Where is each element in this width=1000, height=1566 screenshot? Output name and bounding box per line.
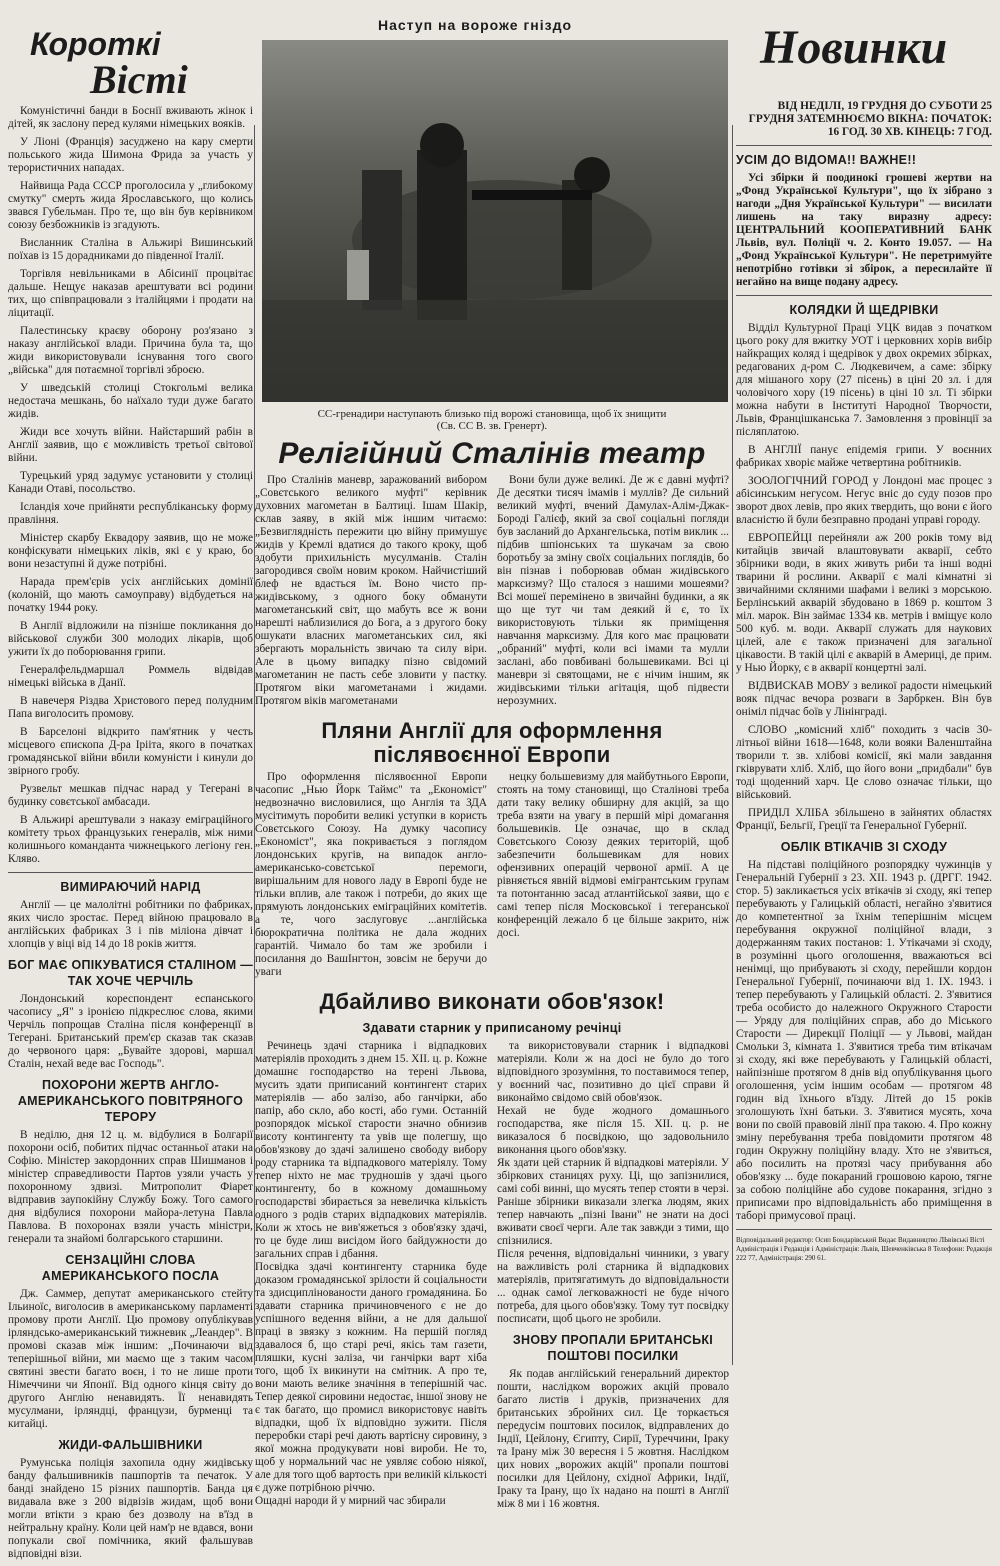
- short-news-item: В навечеря Різдва Христового перед полудним Папа виголосить промову.: [8, 695, 253, 720]
- soldiers-photo-image: [262, 40, 728, 402]
- photo-caption: [255, 408, 729, 432]
- short-news-item: Генералфельдмаршал Роммель відвідав німецькі війська в Данії.: [8, 664, 253, 689]
- short-news-item: Жиди все хочуть війни. Найстарший рабін в Англії заявив, що є можливість третьої світової війни.: [8, 426, 253, 464]
- divider: [8, 872, 253, 873]
- headline-oblik: ОБЛІК ВТІКАЧІВ ЗІ СХОДУ: [780, 840, 948, 854]
- short-news-item: У Ліоні (Франція) засуджено на кару смерти польського жида Шимона Фрида за участь у терористичних нападах.: [8, 136, 253, 174]
- headline-vymyrajuchyj: ВИМИРАЮЧИЙ НАРІД: [60, 880, 201, 894]
- headline-senzatsiini: СЕНЗАЦІЙНІ СЛОВА АМЕРИКАНСЬКОГО ПОСЛА: [41, 1253, 220, 1283]
- divider: [736, 145, 992, 146]
- headline-koliadky: КОЛЯДКИ Й ЩЕДРІВКИ: [789, 303, 939, 317]
- blackout-notice: ВІД НЕДІЛІ, 19 ГРУДНЯ ДО СУБОТИ 25 ГРУДНЯ ЗАТЕМНЮЄМО ВІКНА: ПОЧАТОК: 16 ГОД. 30 ХВ. КІНЕЦЬ: 7 ГОД.: [748, 100, 992, 138]
- short-news-item: Комуністичні банди в Боснії вживають жінок і дітей, як заслону перед кулями німецьких вояків.: [8, 105, 253, 130]
- short-news-item: Палестинську краєву оборону роз'язано з наказу англійської влади. Причина була та, що жиди використовували існування того свого „війська" для потаємної торгівлі зброєю.: [8, 325, 253, 376]
- article-boh: Лондонський кореспондент еспанського часопису „Я" з іронією підкреслює слова, якими Черчіль попрощав Сталіна після конференції в Тегерані. Британський прем'єр сказав так сказав до червоного царя: „Бувайте здорові, маршал Сталін, нехай веде вас Господь".: [8, 993, 253, 1070]
- article-prydil: ПРИДІЛ ХЛІБА збільшено в зайнятих областях Франції, Бельгії, Греції та Генеральної Губернії.: [736, 807, 992, 832]
- article-grypa: В АНГЛІЇ панує епідемія грипи. У воєнних фабриках хворіє майже четвертина робітників.: [736, 444, 992, 469]
- masthead-novynky: Новинки: [760, 21, 948, 74]
- short-news-item: Висланник Сталіна в Альжирі Вишинський поїхав із 15 дорадниками до південної Італії.: [8, 237, 253, 262]
- article-koliadky: Відділ Культурної Праці УЦК видав з початком цього року для вжитку УОТ і церковних хорів вибір найкращих коляд і щедрівок у двох окремих збірках, редагованих д-ром С. Людкевичем, а саме: збірку для мішаного хору (27 пісень) в ціні 20 зл. і для чоловічого хору (19 пісень) в ціні 10 зл. Ті збірки можна набути в Інституті Народної Творчости, Львів, Францішканська 7. Замовлення з провінції за післяплатою.: [736, 322, 992, 438]
- middle-column: [255, 432, 729, 1516]
- column-rule-right: [732, 125, 733, 1365]
- article-zoo: ЗООЛОГІЧНИЙ ГОРОД у Лондоні має процес з абісинським негусом. Негус вніс до суду позов про зворот двох левів, про яких твердить, що вони є його власністю й були безправно продані управі городу.: [736, 475, 992, 526]
- short-news-item: В Альжирі арештували з наказу еміграційного комітету трьох французьких генералів, між ними колишнього команданта чижнецького легіону ген. Кляво.: [8, 814, 253, 865]
- notice-body: Усі збірки й поодинокі грошеві жертви на „Фонд Української Культури", що їх зібрано з нагоди „Дня Української Культури" — висилати лишень на таку виразну адресу: ЦЕНТРАЛЬНИЙ КООПЕРАТИВНИЙ БАНК Львів, вул. Поліції ч. 2. Конто 19.057. — На „Фонд Української Культури". Не перетримуйте непотрібно готівки зі збірок, а пересилайте її негайно на вище подану адресу.: [736, 172, 992, 288]
- news-photo: [262, 40, 728, 402]
- article-khlib: СЛОВО „комісний хліб" походить з часів 30-літньої війни 1618—1648, коли вояки Валенштайна творили т. зв. хлібові комісії, які мали завдання гківрувати хліб. Хліб, що його вони „придбали" був тоді щоденний харч. Це слово означає тільки, що військовий.: [736, 724, 992, 801]
- article-oblik: На підставі поліційного розпорядку чужинців у Генеральній Губернії з 23. XII. 1943 р. (ДРГГ. 1942. стор. 5) закликається усіх втікачів зі сходу, які тепер перебувають у Галицькій області, негайно з'явитися до компетентної за їхнім теперішнім місцем перебування окружної поліційної влади, з додержанням таких постанов: 1. Утікачами зі сходу, в розумінні цього оголошення, вважаються всі ненімці, що прибувають зі сходу, перейшли кордон Генеральної Губернії, починаючи від 1. IX. 1943. і тепер перебувають у Галицькій області. 2. З'явитися треба особисто до належного Окружного Старости — Уряду для поліційних справ, або до Міського Старости — Дирекції Поліції — у Львові, майдан Смольки 3, кімната 1. З'явитися треба тим втікачам зі сходу, які вже перебувають у Галицькій області, найпізніше протягом 8 днів від опублікування цього оголошення, усім іншим особам — протягом 48 годин від їхнього в'їзду. Літей до 15 років зголошують їхні батьки. 3. З'явитися мусять, хоча вони по своїй правовій лінії пра такою. 4. Про кожну зміну перебування треба повідомити протягом 48 годин Окружну поліційну владу. Хто не з'явиться, або посилить на протязі часу прибування або обов'язку ... буде покараний грошовою карою, тягне за собою поліційне або судове покарання, згідно з приписами про відповідальність або приміщення в таборі примусової праці.: [736, 859, 992, 1222]
- short-news-item: Найвища Рада СССР проголосила у „глибокому смутку" смерть жида Ярославського, що колись звався Губельман. Про те, що він був керівником союзу безбожників із згадують.: [8, 180, 253, 231]
- right-column: [736, 100, 992, 1263]
- masthead-left-line1: Короткі: [30, 26, 161, 62]
- article-plany-left: Про оформлення післявоєнної Европи часопис „Нью Йорк Таймс" та „Економіст" недвозначно висловилися, що Англія та ЗДА мусітимуть поробити великі уступки в користь Совєтського Союзу. На думку часопису „Економіст", яка покривається з поглядом лондонських кругів, на випадок англо-американсько-совєтської перемоги, вирішальним для нового ладу в Европі буде не тільки вплив, але також і потреби, до яких ще прямують лондонських еміграційних комітетів. а те, чого заслуговує ...англійська бюрократична політика не дала жодних гарантій. Чимало бо там же зробили і посилання до ВашІнгтон, зовсім не беручи до уваги: [255, 771, 487, 978]
- headline-plany-anglii: Пляни Англії для оформлення післявоєнної Европи: [321, 718, 663, 767]
- subheadline-obovyazok: Здавати старник у приписаному речінці: [362, 1021, 622, 1035]
- article-akvarii: ЕВРОПЕЙЦІ перейняли аж 200 років тому від китайців звичай влаштовувати акварії, себто збірники води, в яких живуть риби та інші водні тварини й рослини. Акварії є малі кімнатні зі звичайними скляними шафами і великі з морською. Берлінський акварій збудовано в 1869 р. коштом 3 міл. марок. Він займає 1334 кв. метрів і вміщує коло 500 куб. м. води. Акварії служать для наукових цілей, але є також призначені для загальної цікавости. В такій цілі є акварій в Америці, де прим. у Нью Йорку, є в акварії концертні залі.: [736, 532, 992, 674]
- short-news-item: Нарада прем'єрів усіх англійських домінії (колоній, що мають самоуправу) відбудеться на початку 1944 року.: [8, 576, 253, 614]
- headline-notice: УСІМ ДО ВІДОМА!! ВАЖНЕ!!: [736, 153, 917, 167]
- short-news-item: Рузвельт мешкав підчас нарад у Тегерані в будинку совєтської амбасади.: [8, 783, 253, 808]
- article-zhydy: Румунська поліція захопила одну жидівську банду фальшивників пашпортів та печаток. У банді знайдено 15 різних пашпортів. Банда ця видавала вже з 200 відвізів жидам, щоб вони могли втікти з краю без дозволу на в'їзд в нейтральну країну. Коли цей нам'р не вдався, вони попукали свої помічника, який фальшував відповідні візи.: [8, 1457, 253, 1560]
- left-column: [8, 105, 253, 1566]
- article-obovyazok-right: та використовували старник і відпадкові матеріяли. Коли ж на досі не було до того відповідного зрозуміння, то поставимося тепер, у воєнний час, позитивно до цієї справи й виконаймо свідомо свій обов'язок. Нехай не буде жодного домашнього господарства, яке після 15. XII. ц. р. не виказалося б посвідкою, що задовольнило виконання цього обов'язку. Як здати цей старник й відпадкові матеріяли. У збіркових станицях руху. Ці, що запізнилися, самі собі винні, що мусять тепер стояти в черзі. Раніше збірники виказали злегка людям, яких тепер навчають „пізні Івани" не знати на досі вживати своєї черги. Але так завжди з тими, що спізнилися. Після речення, відповідальні чинники, з увагу на важливість ролі старника й відпадкових матеріялів, притягатимуть до відповідальности ... однак самої легковажності не буде нічого потреба, для цього обов'язку. Тому тут посвідку посписати, щоб цього не зробили.: [497, 1040, 729, 1325]
- short-news-item: Ісландія хоче прийняти республіканську форму правління.: [8, 501, 253, 526]
- short-news-item: Міністер скарбу Еквадору заявив, що не може конфіскувати німецьких ліків, які є у краю, бо вони незаступні й дуже потрібні.: [8, 532, 253, 570]
- article-plany-right: нецку большевизму для майбутнього Европи, стоять на тому становищі, що Сталінові треба дати таку велику обширну для акцій, за що треба взяти на увагу в першій мірі домагання большевиків. Це означає, що в склад Совєтського Союзу деяких територій, щоб забезпечити большевикам для нових офензивних операцій червоної армії. А це рівняється явній відмові емігрантським групам та потонтанню засад атлантійської заяви, що є самі тепер після Московської і тегеранської конференцій лежало б це більше закрито, ніж досі.: [497, 771, 729, 939]
- divider: [736, 1229, 992, 1230]
- headline-obovyazok: Дбайливо виконати обов'язок!: [319, 989, 665, 1014]
- photo-title: Наступ на вороже гніздо: [378, 17, 573, 33]
- headline-posylky: ЗНОВУ ПРОПАЛИ БРИТАНСЬКІ ПОШТОВІ ПОСИЛКИ: [512, 1333, 714, 1363]
- imprint-footer: Відповідальний редактор: Осип Бондарівський Видає Видавництво ЛЬвівські Вісті Адміністрація і Редакція і Адміністрація: Львів, Шевченківська 8 Телефони: Редакція 222 77, Адміністрація: 290 61.: [736, 1236, 992, 1262]
- caption-credit: (Св. СС В. зв. Гренерт).: [436, 420, 548, 432]
- article-teatr-left: Про Сталінів маневр, заражований вибором „Совєтського великого муфті" керівник духовних магометан в Балтиці. Ішам Шакір, склав заяву, в якій між іншим читаємо: „Безвиглядність пережити цю війну примушує жидів у Кремлі вдатися до такого кроку, щоб здобути прихильність мусулманів. Сталін загородився своїм новим кроком. Найчистіший блеф не вдасться їм. Воно чисто пр-жидівському, з одного боку обманути магометанський світ, що мабуть все ж вони нарешті наблизилися до Бога, а з другого боку ошукати власних магометанських сил, які збергають моральність звичаю та силу віри. Але в цьому випадку пізно свідомий магометанин не пасть себе зловити у пастку. Протягом віки магометанами і жидами. Протягом віків магометанами: [255, 474, 487, 707]
- headline-religiinyi-teatr: Релігійний Сталінів театр: [278, 437, 706, 470]
- short-news-item: В Барселоні відкрито пам'ятник у честь місцевого єпископа Д-ра Ірііта, якого в початках громадянської війни вбили комуністи і кинули до звірного гробу.: [8, 726, 253, 777]
- headline-zhydy: ЖИДИ-ФАЛЬШІВНИКИ: [58, 1438, 203, 1452]
- article-senzatsiini: Дж. Саммер, депутат американського стейту Ільиноїс, виголосив в американському парламенті промову проти Англії. Цю промову опублікував ірляндсько-американський тижневик „Леандер". В промові сказав між іншим: „Починаючи від теперішньої війни, ми маємо ще з таким часом святині звести багато воєн, і то не лише проти Німеччини чи Японії. Від одного кінця світу до другого Англію ненавидять. Її ненавидять мусулмани, ірляндці, французи, бурменці та китайці.: [8, 1288, 253, 1430]
- article-posylky: Як подав англійський генеральний директор пошти, наслідком ворожих акцій провало багато листів і друків, призначених для британських збройних сил. Це торкається передусім поштових посилок, відправлених до Індії, Цейлону, Єгипту, Сирії, Туреччини, Іраку та Ірану між 30 вересня і 5 жовтня. Наслідком цих нових „ворожих акцій" пропали поштові посилки для Цейлону, східної Африки, Індії, Іраку та Ірану, що їх надано на пошті в Англії між 8 ми і 16 жовтня.: [497, 1368, 729, 1510]
- short-news-item: Турецький уряд задумує установити у столиці Канади Отаві, посольство.: [8, 470, 253, 495]
- masthead-left-line2: Вісті: [90, 57, 188, 102]
- short-news-item: У шведській столиці Стокгольмі велика недостача мешкань, бо наїхало туди дуже багато жидів.: [8, 382, 253, 420]
- article-pokhorony: В неділю, дня 12 ц. м. відбулися в Болгарії похорони осіб, побитих підчас останньої атаки на Софію. Міністер закордонних справ Шишманов і міністер справедливости Партов узяли участь у похоронному здвизі. Митрополит Фіарет відправив заупокійну Службу Божу. Того самого дня відбулися похорони майора-летуна Павла Павлова. В похоронах взяли участь міністри, генерали та знайомі болгарського старшини.: [8, 1129, 253, 1245]
- headline-pokhorony: ПОХОРОНИ ЖЕРТВ АНГЛО-АМЕРИКАНСЬКОГО ПОВІТРЯНОГО ТЕРОРУ: [17, 1078, 244, 1124]
- caption-text: СС-гренадири наступають близько під ворожі становища, щоб їх знищити: [317, 408, 667, 420]
- short-news-item: Торгівля невільниками в Абісинії процвітає дальше. Нещує наказав арештувати всі родини тих, що співпрацювали з італійцями і продати на ліцитації.: [8, 268, 253, 319]
- article-teatr-right: Вони були дуже великі. Де ж є давні муфті? Де десятки тисяч імамів і муллів? Де сильний великий муфті, вчений Дамулах-Алім-Джак-Бороді Галієф, який за свої соціальні погляди був засланий до Архангельська, потім виклик ... підбив шпіонських та шукачам за свою боротьбу за зміну своїх соціальних поглядів, бо він пізнав і поборював обман жидівського марксизму? Що сталося з нашими мошеями? Всі мошеї перемінено в звичайні будинки, а як що ще тут чи там деякий й є, то їх використовують тільки як приміщення навчання марксизму. Для кого має працювати „обраний" муфті, коли всі імами та мулли заслані, або повбивані большевиками. Всі ці маневри зі святощами, не є нічим іншим, як жидівськими тільки агітація, щоб підвести нерозумних.: [497, 474, 729, 707]
- short-news-list: [8, 105, 253, 866]
- headline-boh: БОГ МАЄ ОПІКУВАТИСЯ СТАЛІНОМ — ТАК ХОЧЕ ЧЕРЧІЛЬ: [8, 958, 254, 988]
- divider: [736, 295, 992, 296]
- article-vymyrajuchyj: Англії — це малолітні робітники по фабриках, яких число зростає. Перед війною працювало в англійських фабриках 3 і пів міліона дівчат і хлопців у віці від 14 до 18 років життя.: [8, 899, 253, 950]
- short-news-item: В Англії відложили на пізніше покликання до військової служби 300 молодих лікарів, щоб ужити їх до поборювання грипи.: [8, 620, 253, 658]
- article-mova: ВІДВИСКАВ МОВУ з великої радости німецький вояк підчас вечора розваги в Зарбркен. Він був оніміл підчас боїв у Лінінграді.: [736, 680, 992, 718]
- masthead-korotki-visti: [30, 26, 245, 102]
- article-obovyazok-left: Речинець здачі старника і відпадкових матеріялів проходить з днем 15. XII. ц. р. Кожне домашнє господарство на терені Львова, мусить здати приписаний контингент старих матеріялів — або залізо, або ганчірки, або папір, або скло, або кості, або гуми. Останній розпорядок міської старости значно обнизив висоту контингенту та увів ще полегшу, що обов'язкову до здачі залишено свободу вибору роду старника та відпадкового матеріялу. Тому тепер ніхто не має трудношів у здачі цього контингенту, бо в кожному домашньому господарстві збирається за невеличка кількість одного з родів старих відпадкових матеріялів. Коли ж хтось не вив'яжеться з обов'язку здачі, то це буде лиш висідом його байдужности до загальних справ і дбання. Посвідка здачі контингенту старника буде доказом громадянської зрілости й соціальности та здисциплінованости даного громадянина. Бо здавати старника причиновченого є не до успішного ведення війни, а не для дальшої праці в звязку з кожним. На першій погляд здавалося б, що старі речі, якісь там газети, пляшки, кусні заліза, чи ганчірки варт хіба того, щоб їх викинути на смітник. А про те, вони мають велике значіння в теперішній час. Тепер деякої сировини недостає, іншої знову не є так багато, що промисл використовує навіть відпадки, щоб їх відповідно зужити. Після переробки старі речі дають вартісну сировину, з якої можна продукувати нові вироби. Не то, щоб у нормальний час не уявляє собою ніякої, але для того щоб вартость при великій кількості є дуже потрібною річчю. Ощадні народи й у мирний час збирали: [255, 1040, 487, 1507]
